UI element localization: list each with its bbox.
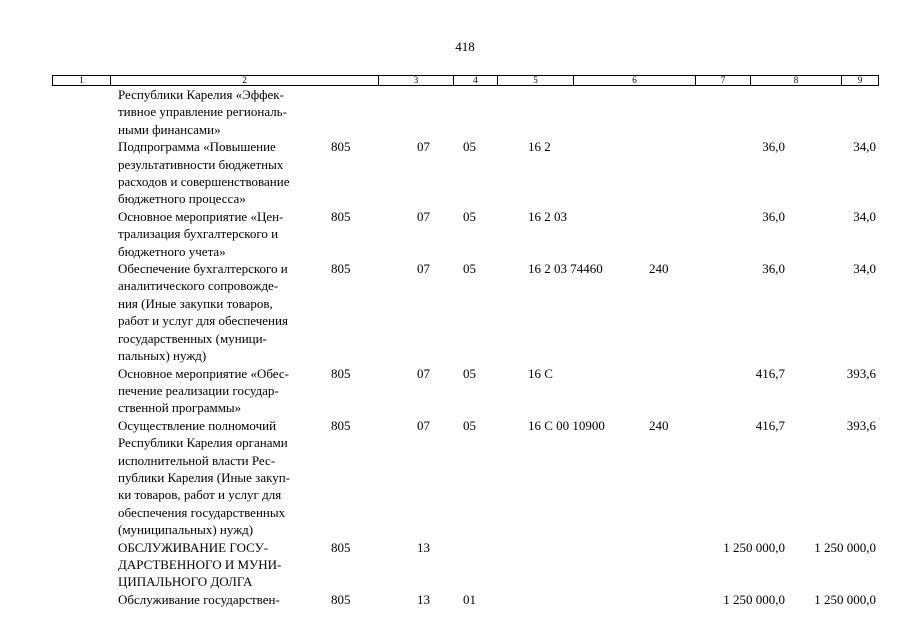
code-prz: 01 (463, 591, 476, 607)
code-rz: 13 (417, 591, 430, 607)
amount-col-8: 36,0 (762, 139, 785, 155)
row-name-line: тивное управление региональ- (118, 104, 287, 120)
table-row (0, 86, 905, 138)
header-col-6: 6 (574, 76, 696, 85)
code-prz: 05 (463, 208, 476, 224)
amount-col-9: 393,6 (846, 417, 876, 433)
row-name (118, 591, 323, 608)
table-row (0, 591, 905, 608)
code-rz: 07 (417, 139, 430, 155)
row-name-line: работ и услуг для обеспечения (118, 313, 288, 329)
amount-col-8: 1 250 000,0 (723, 591, 785, 607)
amount-col-8: 36,0 (762, 261, 785, 277)
row-name-line: результативности бюджетных (118, 156, 284, 172)
row-name (118, 208, 323, 260)
row-name-line: ными финансами» (118, 121, 221, 137)
header-col-1: 1 (53, 76, 111, 85)
row-name-line: ственной программы» (118, 400, 242, 416)
row-name-line: ки товаров, работ и услуг для (118, 487, 282, 503)
row-name-line: публики Карелия (Иные закуп- (118, 469, 291, 485)
code-ved: 805 (331, 365, 351, 381)
code-vr: 240 (649, 261, 669, 277)
header-col-4: 4 (454, 76, 498, 85)
table-row (0, 539, 905, 591)
code-rz: 13 (417, 539, 430, 555)
row-name-line: ния (Иные закупки товаров, (118, 295, 273, 311)
header-col-2: 2 (111, 76, 379, 85)
row-name (118, 417, 323, 539)
code-prz: 05 (463, 261, 476, 277)
table-row (0, 260, 905, 364)
amount-col-9: 1 250 000,0 (814, 591, 876, 607)
amount-col-9: 34,0 (853, 261, 876, 277)
amount-col-9: 34,0 (853, 139, 876, 155)
amount-col-8: 36,0 (762, 208, 785, 224)
header-col-3: 3 (379, 76, 454, 85)
code-csr: 16 С (528, 365, 553, 381)
row-name-line: бюджетного учета» (118, 243, 226, 259)
code-ved: 805 (331, 417, 351, 433)
table-row (0, 365, 905, 417)
header-col-5: 5 (498, 76, 574, 85)
page-number: 418 (455, 39, 475, 54)
code-rz: 07 (417, 365, 430, 381)
table-row (0, 417, 905, 539)
row-name (118, 260, 323, 364)
amount-col-9: 393,6 (846, 365, 876, 381)
row-name-line: пальных) нужд) (118, 348, 207, 364)
row-name-line: Осуществление полномочий (118, 417, 277, 433)
row-name (118, 365, 323, 417)
header-col-8: 8 (751, 76, 842, 85)
code-rz: 07 (417, 417, 430, 433)
amount-col-8: 416,7 (755, 417, 785, 433)
code-rz: 07 (417, 261, 430, 277)
row-name-line: трализация бухгалтерского и (118, 226, 279, 242)
row-name (118, 86, 323, 138)
code-ved: 805 (331, 591, 351, 607)
row-name-line: (муниципальных) нужд) (118, 522, 254, 538)
code-vr: 240 (649, 417, 669, 433)
row-name-line: государственных (муници- (118, 330, 267, 346)
row-name-line: расходов и совершенствование (118, 174, 290, 190)
table-row (0, 138, 905, 208)
row-name-line: Подпрограмма «Повышение (118, 139, 276, 155)
row-name-line: бюджетного процесса» (118, 191, 246, 207)
row-name-line: исполнительной власти Рес- (118, 452, 276, 468)
code-csr: 16 2 03 74460 (528, 261, 603, 277)
code-csr: 16 2 03 (528, 208, 567, 224)
code-ved: 805 (331, 139, 351, 155)
amount-col-9: 34,0 (853, 208, 876, 224)
row-name-line: Республики Карелия органами (118, 435, 288, 451)
row-name-line: печение реализации государ- (118, 382, 279, 398)
header-col-9: 9 (857, 75, 863, 85)
header-col-7: 7 (696, 76, 751, 85)
table-row (0, 208, 905, 260)
row-name-line: Республики Карелия «Эффек- (118, 87, 284, 102)
code-csr: 16 2 (528, 139, 551, 155)
code-prz: 05 (463, 365, 476, 381)
code-ved: 805 (331, 208, 351, 224)
table-header-row (52, 75, 879, 86)
table-body (0, 86, 905, 608)
code-rz: 07 (417, 208, 430, 224)
amount-col-8: 1 250 000,0 (723, 539, 785, 555)
code-prz: 05 (463, 417, 476, 433)
row-name-line: ОБСЛУЖИВАНИЕ ГОСУ- (118, 539, 269, 555)
row-name-line: Обеспечение бухгалтерского и (118, 261, 288, 277)
row-name-line: Основное мероприятие «Цен- (118, 208, 284, 224)
amount-col-8: 416,7 (755, 365, 785, 381)
row-name-line: ЦИПАЛЬНОГО ДОЛГА (118, 574, 253, 590)
row-name-line: обеспечения государственных (118, 504, 286, 520)
amount-col-9: 1 250 000,0 (814, 539, 876, 555)
row-name-line: Обслуживание государствен- (118, 591, 280, 607)
row-name-line: ДАРСТВЕННОГО И МУНИ- (118, 556, 282, 572)
row-name (118, 539, 323, 591)
code-csr: 16 С 00 10900 (528, 417, 605, 433)
row-name (118, 138, 323, 208)
code-ved: 805 (331, 539, 351, 555)
row-name-line: Основное мероприятие «Обес- (118, 365, 289, 381)
row-name-line: аналитического сопровожде- (118, 278, 279, 294)
code-ved: 805 (331, 261, 351, 277)
code-prz: 05 (463, 139, 476, 155)
